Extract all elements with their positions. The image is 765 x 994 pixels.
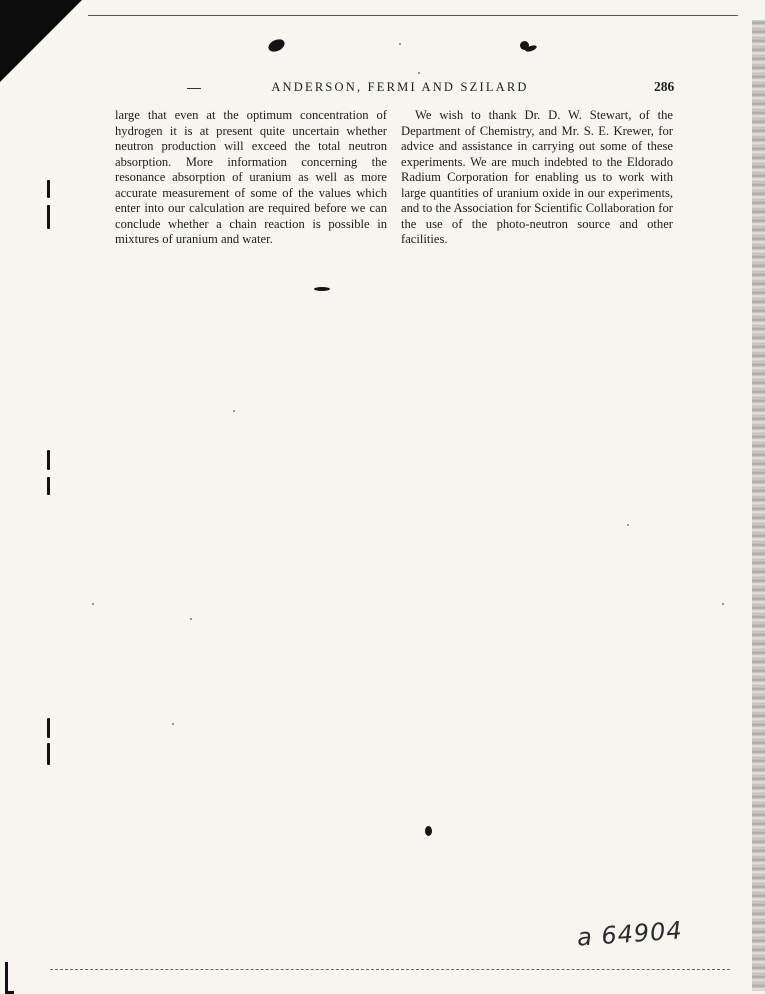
- binding-mark: [47, 450, 50, 470]
- binding-mark: [47, 743, 50, 765]
- scan-speck: [233, 410, 235, 412]
- bottom-edge-rule: [50, 969, 730, 970]
- scan-speck: [190, 618, 192, 620]
- binding-mark: [47, 718, 50, 738]
- scan-speck: [418, 72, 420, 74]
- page-number: 286: [654, 79, 675, 94]
- scan-speck: [627, 524, 629, 526]
- binding-mark: [47, 205, 50, 229]
- acknowledgment-paragraph: We wish to thank Dr. D. W. Stewart, of the Department of Chemistry, and Mr. S. E. Krewer, for advice and assistance in carrying out some of these experiments. We are much indebted to the Eldorado Radium Corporation for enabling us to work with large quantities of uranium oxide in our experiments, and to the Association for Scientific Collaboration for the use of the photo-neutron source and other facilities.: [401, 108, 673, 246]
- left-column: [115, 108, 387, 248]
- scan-corner-shadow: [0, 0, 82, 82]
- corner-crop-mark: [5, 962, 14, 994]
- scan-speck: [722, 603, 724, 605]
- running-head: ANDERSON, FERMI AND SZILARD: [271, 80, 529, 94]
- paragraph: large that even at the optimum concentration of hydrogen it is at present quite uncertain whether neutron production will exceed the total neutron absorption. More information concerning the resonance absorption of uranium as well as more accurate measurement of some of the values which enter into our calculation are required before we can conclude whether a chain reaction is possible in mixtures of uranium and water.: [115, 108, 387, 246]
- header-dash: [187, 88, 201, 89]
- handwritten-catalog-number: a 64904: [576, 916, 684, 952]
- scan-speck: [399, 43, 401, 45]
- scan-speck: [172, 723, 174, 725]
- ink-blot: [314, 287, 330, 291]
- ink-blot: [425, 826, 432, 836]
- binding-mark: [47, 180, 50, 198]
- scan-right-edge: [752, 20, 765, 991]
- scan-speck: [92, 603, 94, 605]
- top-edge-rule: [88, 15, 738, 16]
- right-column: [401, 108, 673, 248]
- binding-mark: [47, 477, 50, 495]
- ink-blot: [266, 37, 286, 54]
